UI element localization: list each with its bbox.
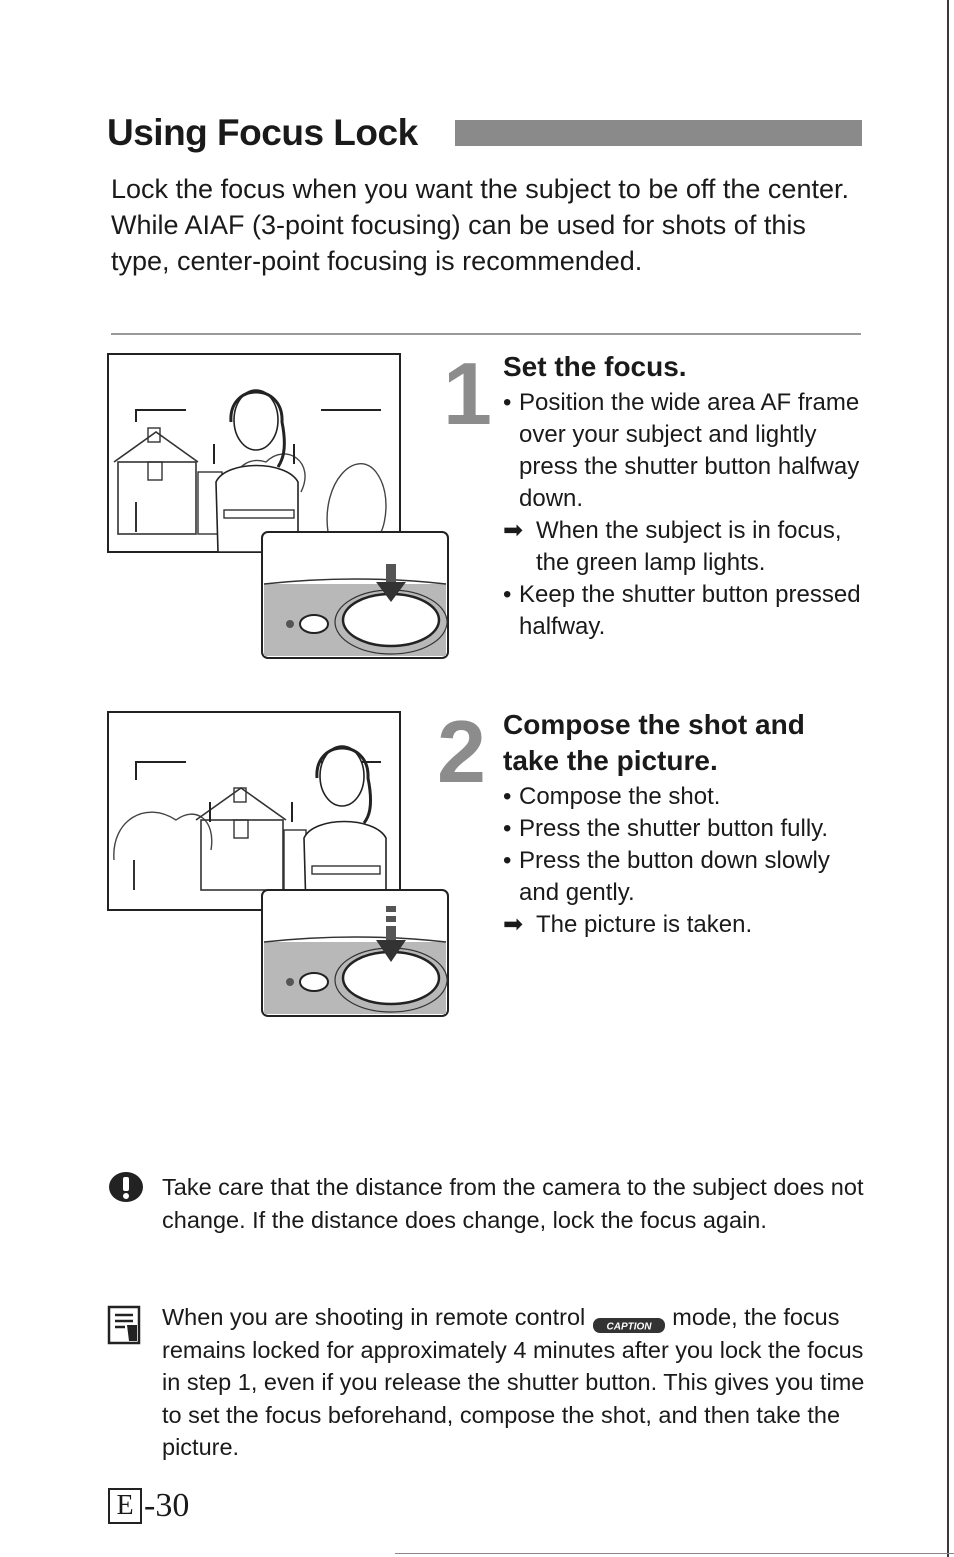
step-1-items bbox=[503, 387, 863, 643]
step-2-illustration bbox=[106, 710, 452, 1022]
arrow-right-icon: ➡ bbox=[503, 517, 524, 544]
step-2 bbox=[503, 707, 863, 941]
page-section-letter: E bbox=[108, 1488, 142, 1524]
caution-text: Take care that the distance from the camera to the subject does not change. If the distance does change, lock the focus again. bbox=[162, 1174, 864, 1233]
step-2-number: 2 bbox=[437, 702, 486, 801]
arrow-right-icon: ➡ bbox=[503, 911, 524, 938]
bullet-marker: • bbox=[503, 815, 512, 842]
memo-text-after: mode, the focus remains locked for approximately 4 minutes after you lock the focus in step 1, even if you release the shutter button. This gives you time to set the focus beforehand, compose the shot, and then take the picture. bbox=[162, 1304, 865, 1460]
list-item bbox=[503, 579, 863, 643]
caption-mode-icon bbox=[592, 1310, 666, 1333]
intro-text bbox=[111, 171, 871, 279]
intro-paragraph-2: While AIAF (3-point focusing) can be used for shots of this type, center-point focusing is recommended. bbox=[111, 210, 806, 276]
step-2-title: Compose the shot and take the picture. bbox=[503, 709, 805, 776]
step-1-title: Set the focus. bbox=[503, 351, 687, 382]
list-item bbox=[503, 909, 863, 941]
memo-note bbox=[107, 1301, 867, 1464]
item-text: When the subject is in focus, the green lamp lights. bbox=[536, 517, 842, 576]
memo-text-before: When you are shooting in remote control bbox=[162, 1304, 586, 1330]
item-text: Compose the shot. bbox=[519, 783, 721, 810]
intro-paragraph-1: Lock the focus when you want the subject to be off the center. bbox=[111, 174, 849, 204]
item-text: Press the button down slowly and gently. bbox=[519, 847, 830, 906]
bullet-marker: • bbox=[503, 389, 512, 416]
caption-mode-label: CAPTION bbox=[606, 1321, 652, 1333]
step-1-illustration bbox=[106, 352, 452, 664]
page-number-value: -30 bbox=[144, 1487, 190, 1524]
caution-note bbox=[107, 1171, 867, 1236]
step-1-number: 1 bbox=[443, 344, 492, 443]
page-edge bbox=[947, 0, 949, 1557]
page-title: Using Focus Lock bbox=[107, 112, 418, 153]
page-edge-bottom bbox=[395, 1553, 954, 1554]
item-text: Press the shutter button fully. bbox=[519, 815, 829, 842]
bullet-marker: • bbox=[503, 847, 512, 874]
bullet-marker: • bbox=[503, 581, 512, 608]
section-divider bbox=[111, 333, 861, 335]
section-header bbox=[107, 112, 862, 156]
item-text: The picture is taken. bbox=[536, 911, 753, 938]
title-decorative-bar bbox=[455, 120, 862, 146]
step-1 bbox=[503, 349, 863, 643]
list-item bbox=[503, 515, 863, 579]
list-item bbox=[503, 813, 863, 845]
memo-icon bbox=[107, 1305, 143, 1354]
list-item bbox=[503, 387, 863, 515]
list-item bbox=[503, 845, 863, 909]
item-text: Keep the shutter button pressed halfway. bbox=[519, 581, 861, 640]
bullet-marker: • bbox=[503, 783, 512, 810]
list-item bbox=[503, 781, 863, 813]
item-text: Position the wide area AF frame over your subject and lightly press the shutter button halfway down. bbox=[519, 389, 860, 512]
caution-icon bbox=[107, 1171, 147, 1214]
page-number bbox=[108, 1487, 189, 1527]
memo-text bbox=[162, 1301, 867, 1464]
step-2-items bbox=[503, 781, 863, 941]
